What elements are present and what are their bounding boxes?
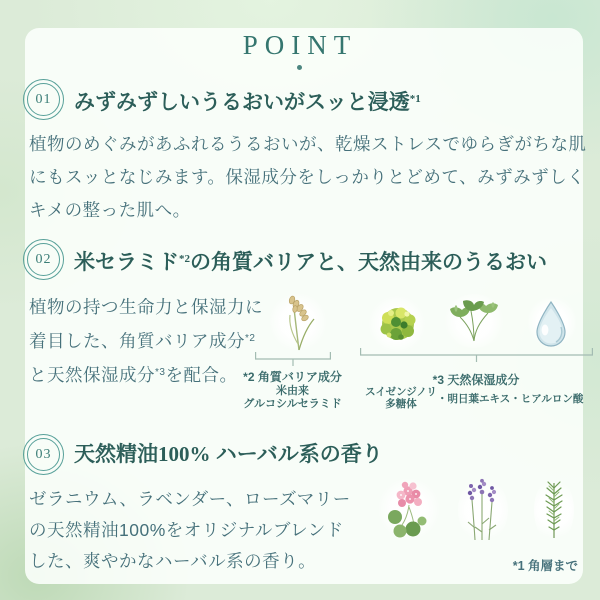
page-title: POINT — [242, 30, 358, 60]
point-01-badge — [23, 79, 64, 120]
point-02-heading: 米セラミド$^{*2}$の角質バリアと、天然由来のうるおい — [74, 250, 547, 274]
moisture-bracket — [360, 348, 593, 364]
water-drop-icon — [533, 299, 569, 347]
geranium-icon — [382, 481, 434, 539]
footnote-marker: *2 — [179, 253, 190, 265]
point-03-badge — [23, 434, 64, 475]
suizenji-nori-icon — [374, 301, 422, 347]
point-01-heading: みずみずしいうるおいがスッと浸透$^{*1}$ — [74, 90, 421, 114]
title-separator-dot — [297, 65, 302, 70]
barrier-ingredient-label: *2 角質バリア成分 米由来 グルコシルセラミド — [243, 370, 342, 410]
ashitaba-leaf-icon — [446, 299, 502, 343]
footnote-marker: *3 — [155, 367, 166, 378]
moisture-ingredient-title: *3 天然保湿成分 — [432, 373, 520, 387]
rosemary-icon — [539, 478, 569, 540]
footnote-marker: *1 — [409, 93, 421, 105]
footnote-asterisk-1: *1 角層まで — [512, 559, 578, 573]
point-01-number: 01 — [27, 83, 60, 116]
footnote-marker: *2 — [245, 333, 256, 344]
rice-plant-icon — [277, 292, 317, 352]
lavender-icon — [462, 478, 502, 542]
point-02-body: 植物の持つ生命力と保湿力に 着目した、角質バリア成分$^{*2}$ と天然保湿成分$^{*3}$を配合。 — [29, 297, 263, 385]
point-02-badge — [23, 239, 64, 280]
point-01-body: 植物のめぐみがあふれるうるおいが、乾燥ストレスでゆらぎがちな肌 にもスッとなじみます。保湿成分をしっかりとどめて、みずみずしく キメの整った肌へ。 — [29, 134, 587, 220]
point-02-number: 02 — [27, 243, 60, 276]
moisture-item-nori: スイゼンジノリ 多糖体 — [365, 386, 437, 410]
point-03-number: 03 — [27, 438, 60, 471]
barrier-bracket — [255, 352, 331, 368]
moisture-item-others: ・明日葉エキス・ヒアルロン酸 — [437, 393, 584, 405]
point-03-heading: 天然精油100% ハーバル系の香り — [74, 442, 383, 466]
point-03-body: ゼラニウム、ラベンダー、ローズマリー の天然精油100%をオリジナルブレンド した、爽やかなハーバル系の香り。 — [29, 489, 351, 571]
